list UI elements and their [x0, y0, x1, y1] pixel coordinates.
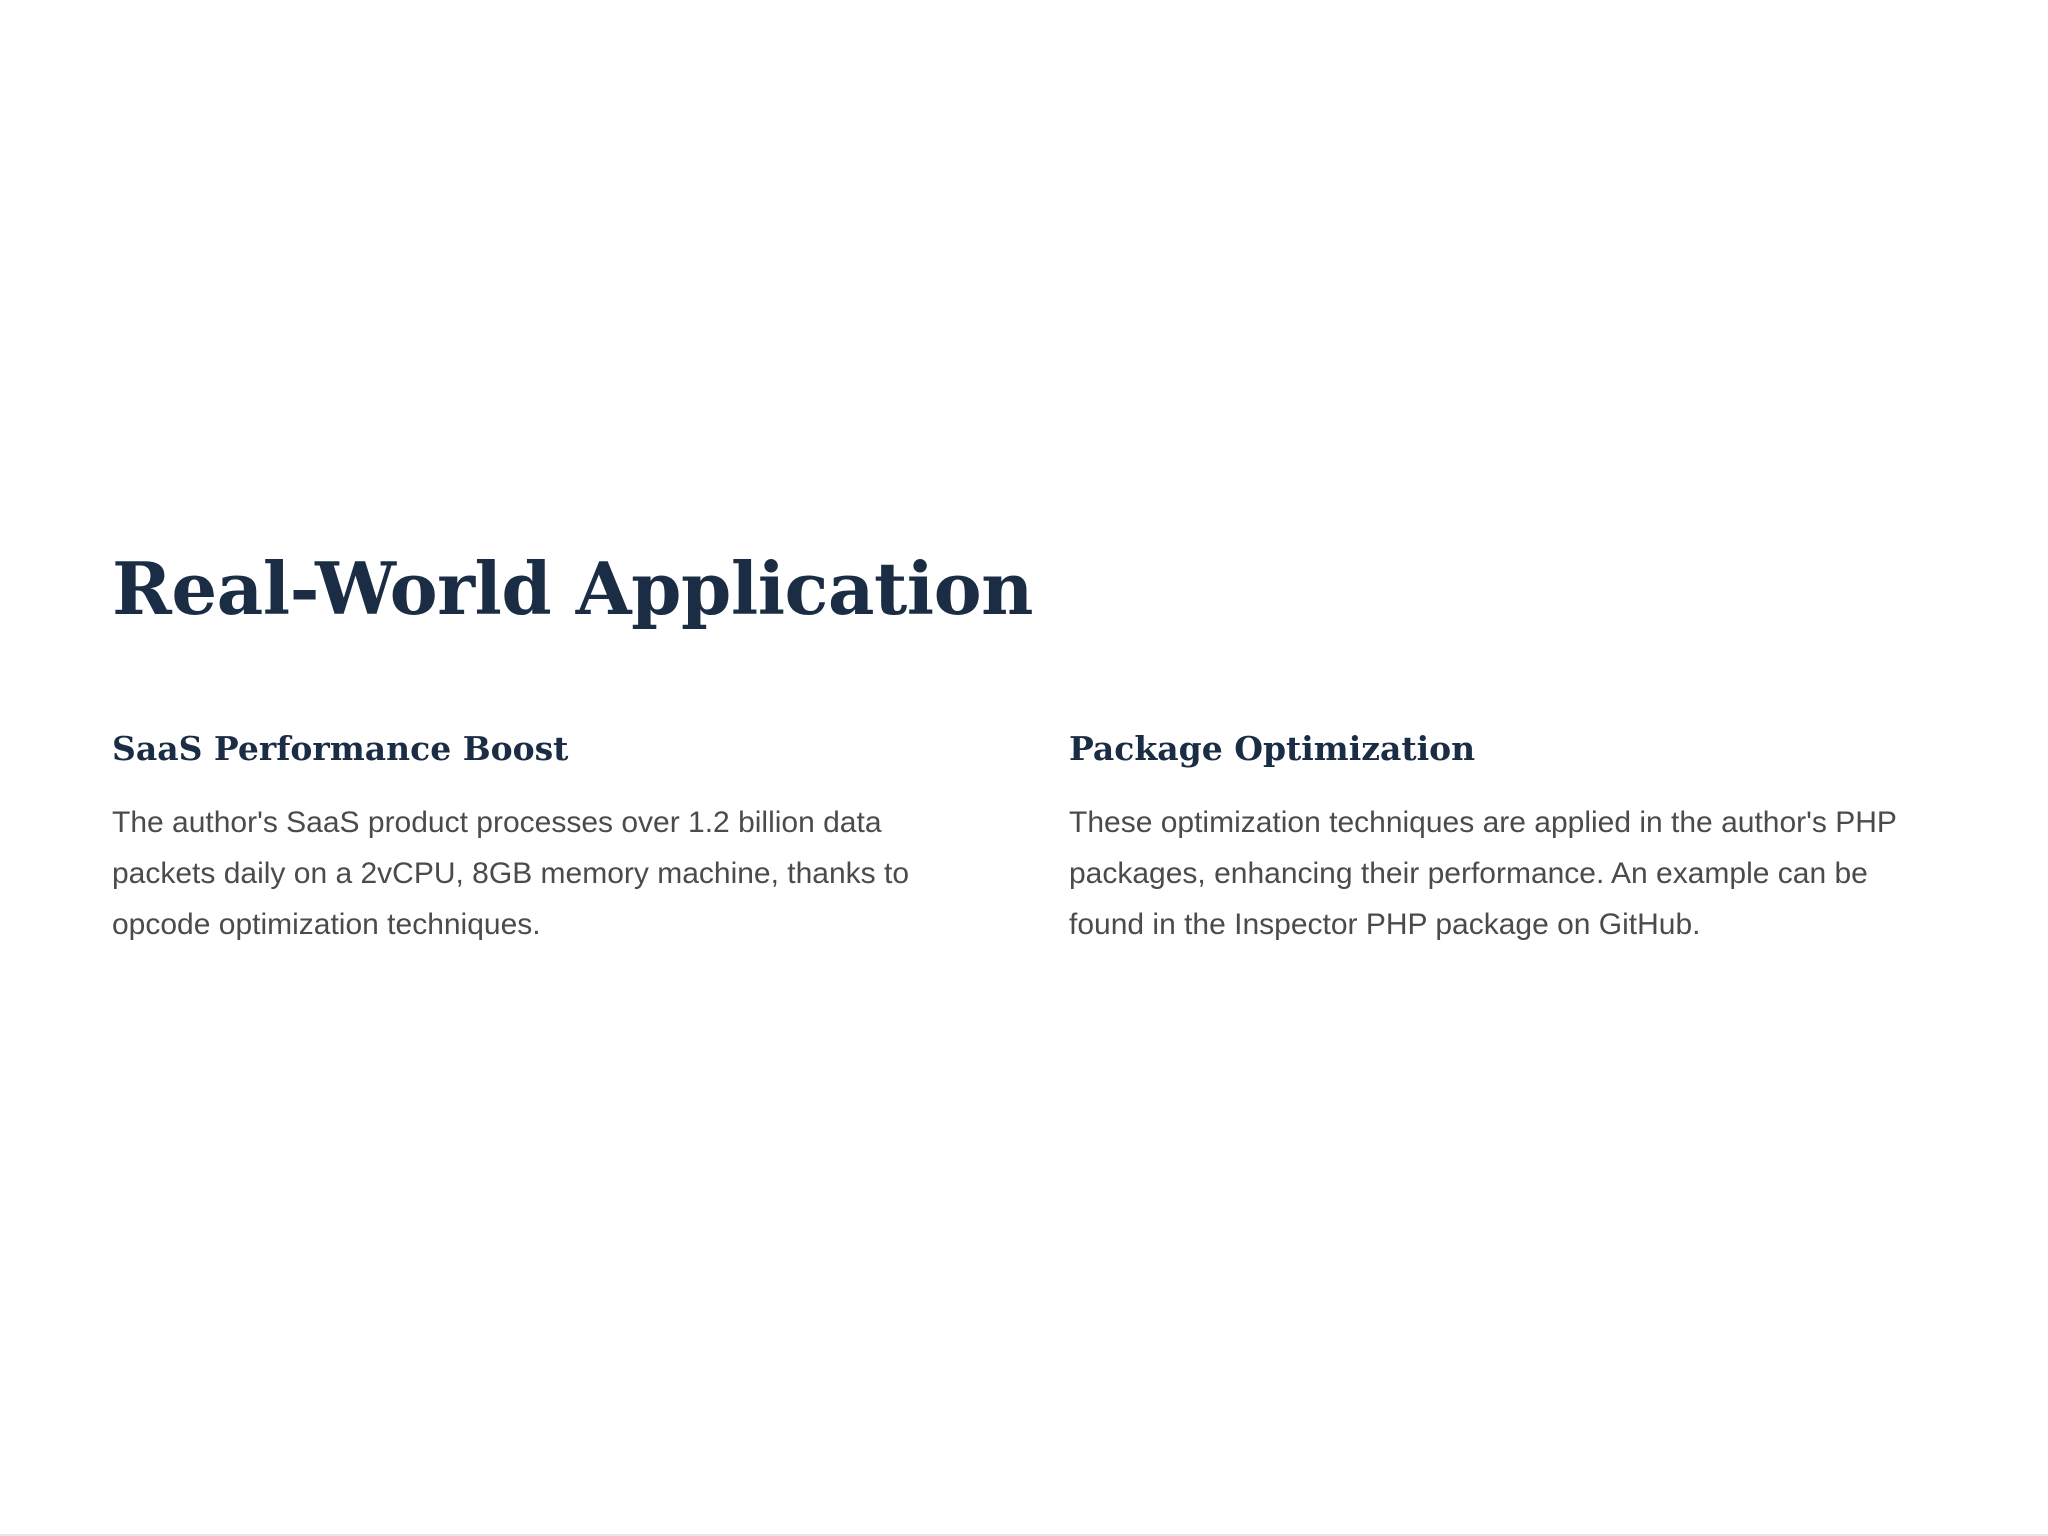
- card-body: The author's SaaS product processes over 1.2 billion data packets daily on a 2vCPU, 8GB memory machine, thanks to opcode optimization techniques.: [112, 805, 910, 941]
- card-body: These optimization techniques are applied in the author's PHP packages, enhancing their performance. An example can be found in the Inspector PHP package on GitHub.: [1069, 805, 1897, 941]
- card-heading: Package Optimization: [1069, 729, 1476, 768]
- saas-performance-card: [112, 728, 962, 950]
- card-heading: SaaS Performance Boost: [112, 729, 569, 768]
- page-title: Real-World Application: [112, 546, 1034, 631]
- package-optimization-card: [1069, 728, 1949, 950]
